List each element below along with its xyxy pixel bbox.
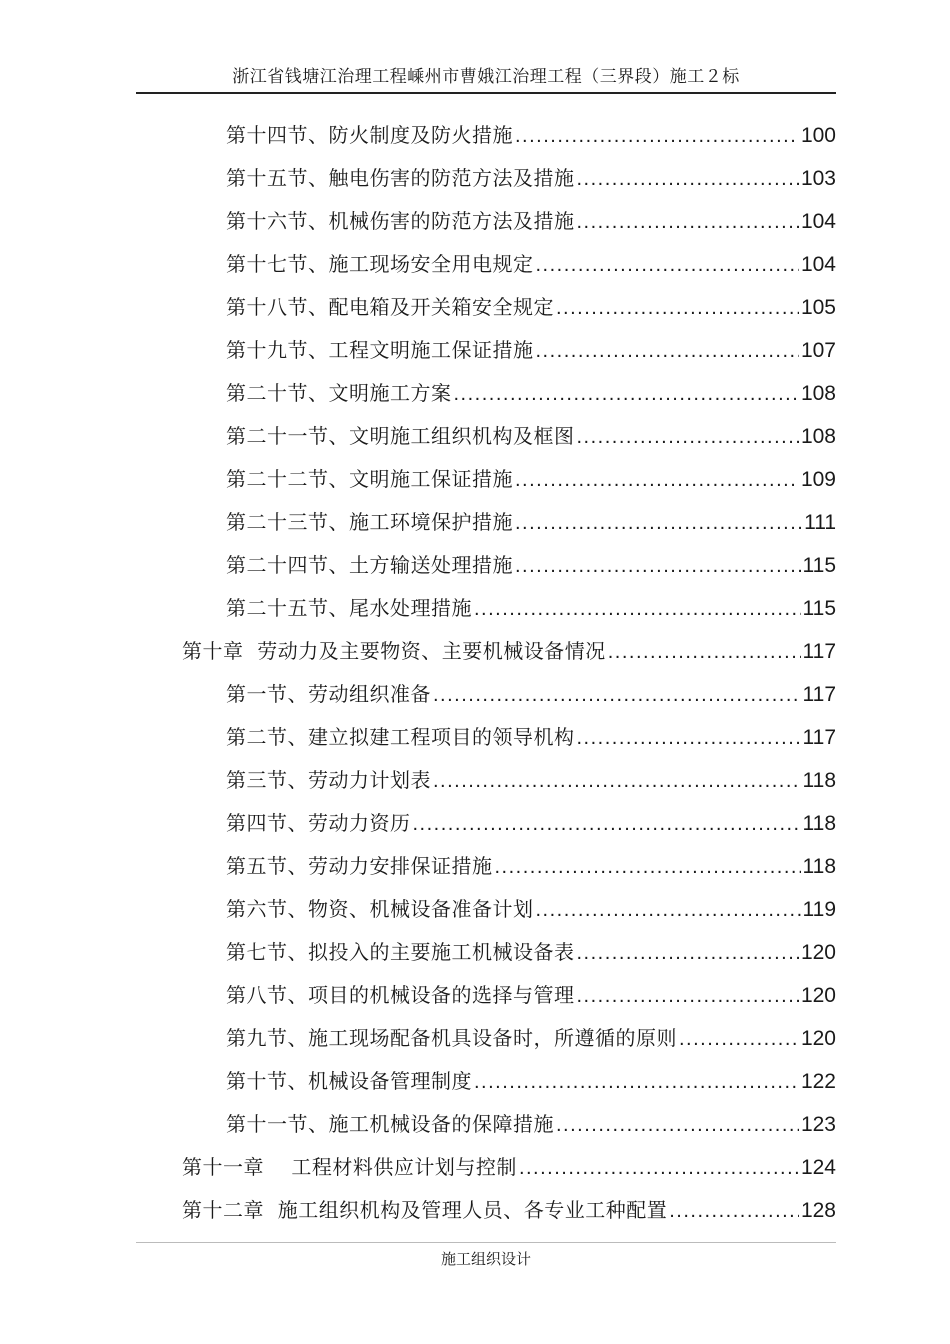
toc-leader-dots bbox=[454, 383, 799, 406]
toc-leader-dots bbox=[515, 469, 799, 492]
toc-page-number: 123 bbox=[800, 1113, 836, 1136]
toc-entry[interactable] bbox=[226, 935, 836, 965]
toc-leader-dots bbox=[536, 899, 801, 922]
toc-entry-title: 第五节、劳动力安排保证措施 bbox=[226, 854, 493, 878]
toc-page-number: 118 bbox=[802, 769, 836, 792]
toc-entry[interactable] bbox=[226, 462, 836, 492]
toc-leader-dots bbox=[577, 942, 799, 965]
toc-leader-dots bbox=[536, 340, 799, 363]
toc-entry-title: 第十九节、工程文明施工保证措施 bbox=[226, 338, 534, 362]
toc-entry[interactable] bbox=[226, 247, 836, 277]
toc-entry-title: 第十六节、机械伤害的防范方法及措施 bbox=[226, 209, 575, 233]
toc-entry-title: 第三节、劳动力计划表 bbox=[226, 768, 431, 792]
toc-page-number: 117 bbox=[802, 726, 836, 749]
toc-entry-title: 第二十节、文明施工方案 bbox=[226, 381, 452, 405]
toc-page-number: 105 bbox=[800, 296, 836, 319]
toc-page-number: 109 bbox=[800, 468, 836, 491]
toc-entry-title: 第十五节、触电伤害的防范方法及措施 bbox=[226, 166, 575, 190]
toc-entry-title: 第二十一节、文明施工组织机构及框图 bbox=[226, 424, 575, 448]
toc-entry[interactable] bbox=[226, 591, 836, 621]
toc-entry-title: 第十八节、配电箱及开关箱安全规定 bbox=[226, 295, 554, 319]
toc-page-number: 104 bbox=[800, 210, 836, 233]
toc-entry-title: 第十七节、施工现场安全用电规定 bbox=[226, 252, 534, 276]
toc-entry-title: 第二十五节、尾水处理措施 bbox=[226, 596, 472, 620]
toc-leader-dots bbox=[495, 856, 801, 879]
toc-page-number: 100 bbox=[800, 124, 836, 147]
toc-entry-title: 第八节、项目的机械设备的选择与管理 bbox=[226, 983, 575, 1007]
toc-page-number: 124 bbox=[800, 1156, 836, 1179]
toc-leader-dots bbox=[433, 684, 801, 707]
toc-entry-title: 第四节、劳动力资历 bbox=[226, 811, 411, 835]
toc-entry[interactable] bbox=[226, 376, 836, 406]
toc-page-number: 108 bbox=[800, 382, 836, 405]
toc-leader-dots bbox=[515, 555, 801, 578]
toc-page-number: 117 bbox=[802, 640, 836, 663]
toc-entry[interactable] bbox=[226, 806, 836, 836]
toc-entry[interactable] bbox=[226, 548, 836, 578]
toc-entry-title: 第二节、建立拟建工程项目的领导机构 bbox=[226, 725, 575, 749]
toc-entry-title: 第二十二节、文明施工保证措施 bbox=[226, 467, 513, 491]
page-header: 浙江省钱塘江治理工程嵊州市曹娥江治理工程（三界段）施工２标 bbox=[232, 67, 740, 87]
toc-entry-title: 第十一节、施工机械设备的保障措施 bbox=[226, 1112, 554, 1136]
toc-page-number: 120 bbox=[800, 941, 836, 964]
toc-entry[interactable] bbox=[226, 849, 836, 879]
toc-entry[interactable] bbox=[226, 1064, 836, 1094]
toc-leader-dots bbox=[577, 211, 799, 234]
toc-entry[interactable] bbox=[226, 677, 836, 707]
toc-entry[interactable] bbox=[226, 505, 836, 535]
toc-entry-title: 第十节、机械设备管理制度 bbox=[226, 1069, 472, 1093]
toc-leader-dots bbox=[474, 598, 801, 621]
toc-leader-dots bbox=[474, 1071, 799, 1094]
page-footer: 施工组织设计 bbox=[440, 1250, 531, 1268]
toc-entry[interactable] bbox=[226, 419, 836, 449]
toc-page-number: 128 bbox=[800, 1199, 836, 1222]
toc-chapter-entry[interactable] bbox=[182, 634, 836, 664]
toc-leader-dots bbox=[413, 813, 801, 836]
toc-leader-dots bbox=[556, 1114, 799, 1137]
toc-leader-dots bbox=[669, 1200, 799, 1223]
toc-leader-dots bbox=[556, 297, 799, 320]
toc-leader-dots bbox=[515, 125, 799, 148]
toc-leader-dots bbox=[608, 641, 801, 664]
toc-page-number: 111 bbox=[804, 511, 836, 534]
toc-entry-title: 第十章 劳动力及主要物资、主要机械设备情况 bbox=[182, 639, 606, 663]
toc-entry-title: 第二十三节、施工环境保护措施 bbox=[226, 510, 513, 534]
toc-entry-title: 第六节、物资、机械设备准备计划 bbox=[226, 897, 534, 921]
toc-page-number: 104 bbox=[800, 253, 836, 276]
toc-leader-dots bbox=[519, 1157, 799, 1180]
toc-entry[interactable] bbox=[226, 161, 836, 191]
toc-page-number: 120 bbox=[800, 984, 836, 1007]
toc-entry-title: 第一节、劳动组织准备 bbox=[226, 682, 431, 706]
toc-page-number: 118 bbox=[802, 812, 836, 835]
toc-entry[interactable] bbox=[226, 204, 836, 234]
toc-page-number: 122 bbox=[800, 1070, 836, 1093]
toc-entry-title: 第二十四节、土方输送处理措施 bbox=[226, 553, 513, 577]
toc-chapter-entry[interactable] bbox=[182, 1150, 836, 1180]
toc-entry-title: 第九节、施工现场配备机具设备时，所遵循的原则 bbox=[226, 1026, 677, 1050]
toc-entry[interactable] bbox=[226, 1021, 836, 1051]
header-rule bbox=[136, 92, 836, 94]
toc-leader-dots bbox=[433, 770, 801, 793]
toc-page-number: 115 bbox=[802, 597, 836, 620]
footer-rule bbox=[136, 1242, 836, 1243]
toc-entry[interactable] bbox=[226, 978, 836, 1008]
toc-entry[interactable] bbox=[226, 1107, 836, 1137]
toc-chapter-entry[interactable] bbox=[182, 1193, 836, 1223]
toc-entry[interactable] bbox=[226, 333, 836, 363]
toc-entry[interactable] bbox=[226, 763, 836, 793]
toc-page-number: 107 bbox=[800, 339, 836, 362]
toc-page-number: 115 bbox=[802, 554, 836, 577]
toc-leader-dots bbox=[679, 1028, 799, 1051]
toc-entry-title: 第十二章 施工组织机构及管理人员、各专业工种配置 bbox=[182, 1198, 668, 1222]
toc-page-number: 120 bbox=[800, 1027, 836, 1050]
toc-leader-dots bbox=[577, 426, 799, 449]
toc-leader-dots bbox=[577, 985, 799, 1008]
toc-entry-title: 第十四节、防火制度及防火措施 bbox=[226, 123, 513, 147]
toc-page-number: 108 bbox=[800, 425, 836, 448]
toc-page-number: 119 bbox=[802, 898, 836, 921]
toc-page-number: 118 bbox=[802, 855, 836, 878]
toc-entry[interactable] bbox=[226, 892, 836, 922]
toc-entry[interactable] bbox=[226, 290, 836, 320]
toc-entry-title: 第七节、拟投入的主要施工机械设备表 bbox=[226, 940, 575, 964]
toc-page-number: 103 bbox=[800, 167, 836, 190]
toc-leader-dots bbox=[577, 727, 801, 750]
toc-entry[interactable] bbox=[226, 118, 836, 148]
toc-leader-dots bbox=[536, 254, 799, 277]
toc-entry-title: 第十一章 工程材料供应计划与控制 bbox=[182, 1155, 517, 1179]
toc-leader-dots bbox=[577, 168, 799, 191]
toc-page-number: 117 bbox=[802, 683, 836, 706]
toc-leader-dots bbox=[515, 512, 802, 535]
toc-entry[interactable] bbox=[226, 720, 836, 750]
